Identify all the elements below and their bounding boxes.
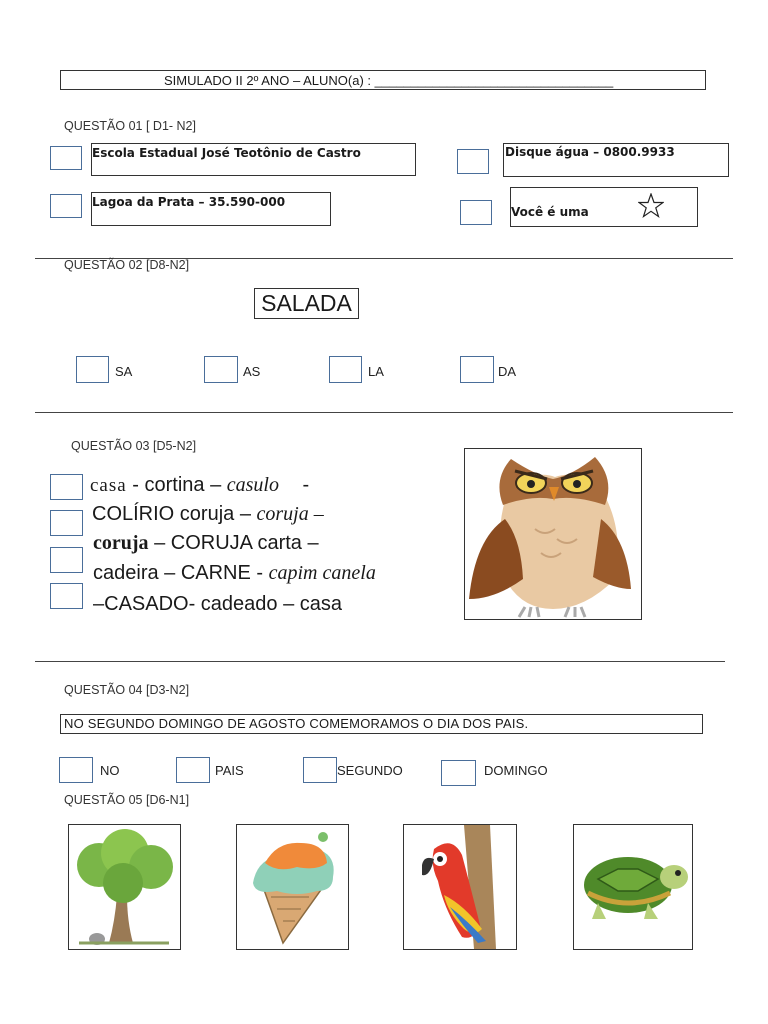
- header-title: SIMULADO II 2º ANO – ALUNO(a) : _________________________________: [164, 73, 614, 88]
- q4-sentence: NO SEGUNDO DOMINGO DE AGOSTO COMEMORAMOS O DIA DOS PAIS.: [64, 716, 529, 731]
- q4-title: QUESTÃO 04 [D3-N2]: [64, 683, 190, 697]
- q5-title: QUESTÃO 05 [D6-N1]: [64, 793, 190, 807]
- q1-checkbox-2[interactable]: [457, 149, 489, 174]
- q4-option-domingo: DOMINGO: [484, 763, 548, 778]
- q3-word: – CORUJA carta –: [154, 532, 319, 554]
- q4-option-no: NO: [100, 763, 120, 778]
- q3-word: coruja –: [256, 503, 324, 525]
- tree-picture: [68, 824, 181, 950]
- q1-title: QUESTÃO 01 [ D1- N2]: [64, 119, 196, 133]
- turtle-picture: [573, 824, 693, 950]
- q3-line-1: [90, 474, 309, 497]
- star-icon: [638, 193, 664, 218]
- q2-option-as: AS: [243, 364, 261, 379]
- q2-checkbox-da[interactable]: [460, 356, 494, 383]
- q3-word: capim canela: [268, 562, 376, 584]
- q3-checkbox-2[interactable]: [50, 510, 83, 536]
- q1-checkbox-4[interactable]: [460, 200, 492, 225]
- q2-checkbox-sa[interactable]: [76, 356, 109, 383]
- parrot-picture: [403, 824, 517, 950]
- q3-line-5: [93, 593, 342, 616]
- q1-option-3: Lagoa da Prata – 35.590-000: [92, 195, 286, 209]
- q3-word: - cortina –: [132, 474, 222, 496]
- q3-word: casulo: [226, 474, 279, 496]
- q3-word: -: [302, 474, 310, 496]
- q1-checkbox-1[interactable]: [50, 146, 82, 170]
- divider: [35, 661, 725, 662]
- q3-word: COLÍRIO coruja –: [92, 503, 251, 525]
- q3-checkbox-1[interactable]: [50, 474, 83, 500]
- q4-option-segundo: SEGUNDO: [337, 763, 403, 778]
- q4-checkbox-pais[interactable]: [176, 757, 210, 783]
- ice-cream-picture: [236, 824, 349, 950]
- q2-title: QUESTÃO 02 [D8-N2]: [64, 258, 190, 272]
- q3-title: QUESTÃO 03 [D5-N2]: [71, 439, 197, 453]
- divider: [35, 412, 733, 413]
- q4-checkbox-no[interactable]: [59, 757, 93, 783]
- ice-cream-illustration: [237, 825, 348, 949]
- q4-checkbox-segundo[interactable]: [303, 757, 337, 783]
- q3-word: coruja: [93, 532, 149, 554]
- owl-illustration: [465, 449, 641, 619]
- q3-line-2: [92, 503, 324, 526]
- q1-option-1: Escola Estadual José Teotônio de Castro: [92, 146, 361, 160]
- q3-word: –CASADO- cadeado – casa: [93, 593, 343, 615]
- tree-illustration: [69, 825, 180, 949]
- q2-checkbox-la[interactable]: [329, 356, 362, 383]
- q1-option-2: Disque água – 0800.9933: [505, 145, 675, 159]
- q2-option-da: DA: [498, 364, 517, 379]
- q3-line-3: [93, 532, 319, 555]
- q3-line-4: [93, 562, 376, 585]
- q2-word: SALADA: [261, 290, 352, 316]
- turtle-illustration: [574, 825, 692, 949]
- q3-word: casa: [90, 475, 127, 496]
- parrot-illustration: [404, 825, 516, 949]
- q1-option-4: Você é uma: [511, 205, 589, 219]
- header-box: [60, 70, 706, 90]
- owl-picture: [464, 448, 642, 620]
- q2-option-la: LA: [368, 364, 384, 379]
- q2-checkbox-as[interactable]: [204, 356, 238, 383]
- q2-option-sa: SA: [115, 364, 133, 379]
- q3-word: cadeira – CARNE -: [93, 562, 264, 584]
- q3-checkbox-3[interactable]: [50, 547, 83, 573]
- q1-checkbox-3[interactable]: [50, 194, 82, 218]
- q4-sentence-box: [60, 714, 703, 734]
- q3-checkbox-4[interactable]: [50, 583, 83, 609]
- q2-word-box: [254, 288, 359, 319]
- q4-option-pais: PAIS: [215, 763, 244, 778]
- q4-checkbox-domingo[interactable]: [441, 760, 476, 786]
